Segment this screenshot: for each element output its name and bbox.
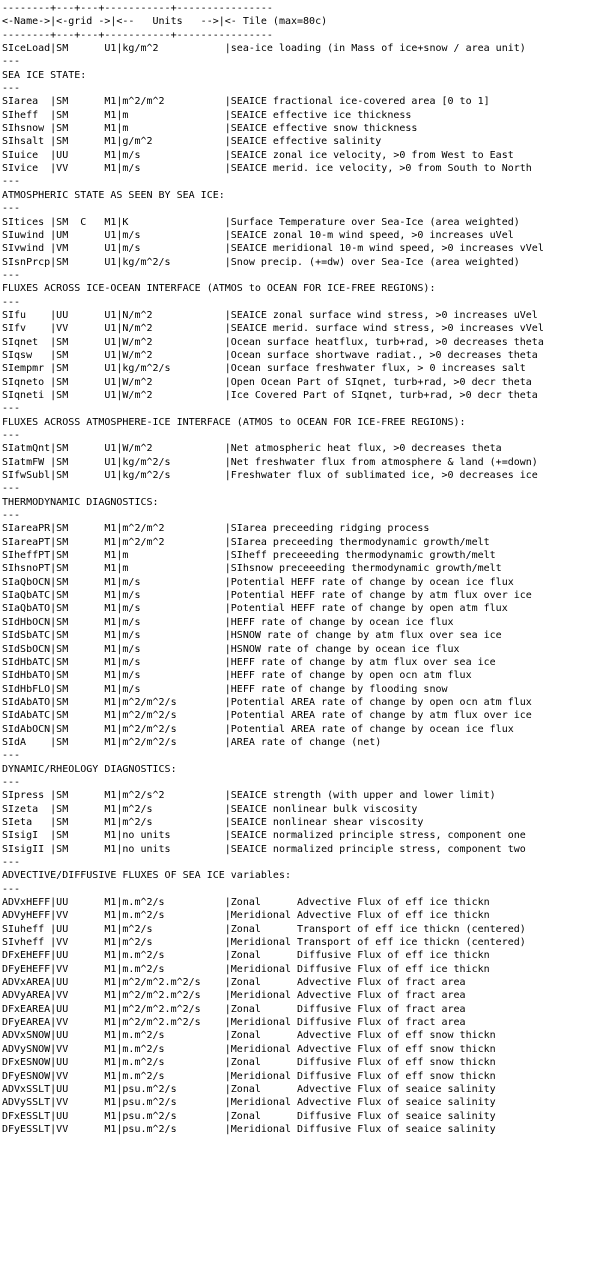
listing-line: SIempmr |SM U1|kg/m^2/s |Ocean surface freshwater flux, > 0 increases salt <box>2 363 526 375</box>
listing-line: DYNAMIC/RHEOLOGY DIAGNOSTICS: <box>2 763 177 775</box>
listing-line: DFyESSLT|VV M1|psu.m^2/s |Meridional Diffusive Flux of seaice salinity <box>2 1123 496 1135</box>
listing-line: SIdSbOCN|SM M1|m/s |HSNOW rate of change by ocean ice flux <box>2 643 460 655</box>
listing-line: --- <box>2 750 21 762</box>
listing-line: SIdHbATO|SM M1|m/s |HEFF rate of change by open ocn atm flux <box>2 670 472 682</box>
listing-line: ADVxSNOW|UU M1|m.m^2/s |Zonal Advective Flux of eff snow thickn <box>2 1030 496 1042</box>
listing-line: SIsigII |SM M1|no units |SEAICE normalized principle stress, component two <box>2 843 526 855</box>
listing-line: --- <box>2 510 21 522</box>
listing-line: ATMOSPHERIC STATE AS SEEN BY SEA ICE: <box>2 189 225 201</box>
listing-line: ADVxAREA|UU M1|m^2/m^2.m^2/s |Zonal Advective Flux of fract area <box>2 977 466 989</box>
listing-line: SIaQbOCN|SM M1|m/s |Potential HEFF rate of change by ocean ice flux <box>2 576 514 588</box>
listing-line: SIdAbATC|SM M1|m^2/m^2/s |Potential AREA rate of change by atm flux over ice <box>2 710 532 722</box>
listing-line: --- <box>2 203 21 215</box>
listing-line: SIaQbATO|SM M1|m/s |Potential HEFF rate of change by open atm flux <box>2 603 508 615</box>
listing-line: ADVxSSLT|UU M1|psu.m^2/s |Zonal Advective Flux of seaice salinity <box>2 1083 496 1095</box>
listing-line: SIdHbATC|SM M1|m/s |HEFF rate of change by atm flux over sea ice <box>2 656 496 668</box>
listing-line: DFxESSLT|UU M1|psu.m^2/s |Zonal Diffusive Flux of seaice salinity <box>2 1110 496 1122</box>
listing-line: DFyEHEFF|VV M1|m.m^2/s |Meridional Diffusive Flux of eff ice thickn <box>2 963 490 975</box>
listing-line: --------+---+---+-----------+---------------- <box>2 29 273 41</box>
listing-line: FLUXES ACROSS ATMOSPHERE-ICE INTERFACE (ATMOS to OCEAN FOR ICE-FREE REGIONS): <box>2 416 466 428</box>
listing-line: SIvheff |VV M1|m^2/s |Meridional Transport of eff ice thickn (centered) <box>2 937 526 949</box>
listing-line: SIheffPT|SM M1|m |SIheff preceeeding thermodynamic growth/melt <box>2 550 496 562</box>
listing-line: ADVySSLT|VV M1|psu.m^2/s |Meridional Advective Flux of seaice salinity <box>2 1097 496 1109</box>
listing-line: --- <box>2 176 21 188</box>
listing-line: --------+---+---+-----------+---------------- <box>2 3 273 14</box>
listing-line: --- <box>2 857 21 868</box>
listing-line: SIarea |SM M1|m^2/m^2 |SEAICE fractional ice-covered area [0 to 1] <box>2 96 490 108</box>
listing-line: SIfu |UU U1|N/m^2 |SEAICE zonal surface wind stress, >0 increases uVel <box>2 309 538 321</box>
listing-line: ADVySNOW|VV M1|m.m^2/s |Meridional Advective Flux of eff snow thickn <box>2 1043 496 1055</box>
listing-line: ADVxHEFF|UU M1|m.m^2/s |Zonal Advective Flux of eff ice thickn <box>2 897 490 909</box>
listing-line: SIvice |VV M1|m/s |SEAICE merid. ice velocity, >0 from South to North <box>2 163 532 175</box>
listing-line: SIpress |SM M1|m^2/s^2 |SEAICE strength (with upper and lower limit) <box>2 790 496 802</box>
listing-line: DFyEAREA|VV M1|m^2/m^2.m^2/s |Meridional Diffusive Flux of fract area <box>2 1017 466 1029</box>
listing-line: SIzeta |SM M1|m^2/s |SEAICE nonlinear bulk viscosity <box>2 803 418 815</box>
listing-line: SIuice |UU M1|m/s |SEAICE zonal ice velocity, >0 from West to East <box>2 149 514 161</box>
listing-line: SIsigI |SM M1|no units |SEAICE normalized principle stress, component one <box>2 830 526 842</box>
listing-line: SIfwSubl|SM U1|kg/m^2/s |Freshwater flux of sublimated ice, >0 decreases ice <box>2 470 538 482</box>
listing-line: ADVyHEFF|VV M1|m.m^2/s |Meridional Advective Flux of eff ice thickn <box>2 910 490 922</box>
listing-line: SIhsalt |SM M1|g/m^2 |SEAICE effective salinity <box>2 136 382 148</box>
listing-line: SIareaPR|SM M1|m^2/m^2 |SIarea preceeding ridging process <box>2 523 430 535</box>
listing-line: DFxEAREA|UU M1|m^2/m^2.m^2/s |Zonal Diffusive Flux of fract area <box>2 1003 466 1015</box>
listing-line: ADVECTIVE/DIFFUSIVE FLUXES OF SEA ICE variables: <box>2 870 291 882</box>
listing-line: SIdHbOCN|SM M1|m/s |HEFF rate of change by ocean ice flux <box>2 616 454 628</box>
listing-line: --- <box>2 776 21 788</box>
listing-line: SIdHbFLO|SM M1|m/s |HEFF rate of change by flooding snow <box>2 683 448 695</box>
listing-line: SIdSbATC|SM M1|m/s |HSNOW rate of change by atm flux over sea ice <box>2 630 502 642</box>
listing-line: SIheff |SM M1|m |SEAICE effective ice thickness <box>2 109 412 121</box>
listing-line: SIqnet |SM U1|W/m^2 |Ocean surface heatflux, turb+rad, >0 decreases theta <box>2 336 544 348</box>
listing-line: SIqneti |SM U1|W/m^2 |Ice Covered Part of SIqnet, turb+rad, >0 decr theta <box>2 389 538 401</box>
listing-line: SItices |SM C M1|K |Surface Temperature over Sea-Ice (area weighted) <box>2 216 520 228</box>
listing-line: SIhsnoPT|SM M1|m |SIhsnow preceeeding thermodynamic growth/melt <box>2 563 502 575</box>
listing-line: DFxESNOW|UU M1|m.m^2/s |Zonal Diffusive Flux of eff snow thickn <box>2 1057 496 1069</box>
listing-line: SIhsnow |SM M1|m |SEAICE effective snow thickness <box>2 123 418 135</box>
listing-line: <-Name->|<-grid ->|<-- Units -->|<- Tile (max=80c) <box>2 16 328 28</box>
listing-line: SIvwind |VM U1|m/s |SEAICE meridional 10-m wind speed, >0 increases vVel <box>2 243 544 255</box>
listing-line: SIfv |VV U1|N/m^2 |SEAICE merid. surface wind stress, >0 increases vVel <box>2 323 544 335</box>
listing-line: SIdA |SM M1|m^2/m^2/s |AREA rate of change (net) <box>2 736 382 748</box>
listing-line: SIatmQnt|SM U1|W/m^2 |Net atmospheric heat flux, >0 decreases theta <box>2 443 502 455</box>
listing-line: SIdAbATO|SM M1|m^2/m^2/s |Potential AREA rate of change by open ocn atm flux <box>2 696 532 708</box>
listing-line: SIceLoad|SM U1|kg/m^2 |sea-ice loading (in Mass of ice+snow / area unit) <box>2 43 526 55</box>
listing-line: SIareaPT|SM M1|m^2/m^2 |SIarea preceeding thermodynamic growth/melt <box>2 536 490 548</box>
listing-line: --- <box>2 269 21 281</box>
listing-line: SIsnPrcp|SM U1|kg/m^2/s |Snow precip. (+=dw) over Sea-Ice (area weighted) <box>2 256 520 268</box>
listing-line: SIatmFW |SM U1|kg/m^2/s |Net freshwater flux from atmosphere & land (+=down) <box>2 456 538 468</box>
listing-line: FLUXES ACROSS ICE-OCEAN INTERFACE (ATMOS to OCEAN FOR ICE-FREE REGIONS): <box>2 283 436 295</box>
listing-line: --- <box>2 883 21 895</box>
listing-line: SIdAbOCN|SM M1|m^2/m^2/s |Potential AREA rate of change by ocean ice flux <box>2 723 514 735</box>
listing-line: SEA ICE STATE: <box>2 69 87 81</box>
listing-line: --- <box>2 430 21 441</box>
listing-line: SIqsw |SM U1|W/m^2 |Ocean surface shortwave radiat., >0 decreases theta <box>2 349 538 361</box>
listing-line: SIuwind |UM U1|m/s |SEAICE zonal 10-m wind speed, >0 increases uVel <box>2 229 514 241</box>
listing-line: --- <box>2 483 21 495</box>
listing-line: DFyESNOW|VV M1|m.m^2/s |Meridional Diffusive Flux of eff snow thickn <box>2 1070 496 1082</box>
listing-line: SIeta |SM M1|m^2/s |SEAICE nonlinear shear viscosity <box>2 816 424 828</box>
listing-line: --- <box>2 83 21 95</box>
listing-line: --- <box>2 403 21 415</box>
listing-line: THERMODYNAMIC DIAGNOSTICS: <box>2 496 159 508</box>
listing-line: SIuheff |UU M1|m^2/s |Zonal Transport of eff ice thickn (centered) <box>2 923 526 935</box>
listing-line: ADVyAREA|VV M1|m^2/m^2.m^2/s |Meridional Advective Flux of fract area <box>2 990 466 1002</box>
listing-line: --- <box>2 296 21 308</box>
listing-line: --- <box>2 56 21 68</box>
listing-line: DFxEHEFF|UU M1|m.m^2/s |Zonal Diffusive Flux of eff ice thickn <box>2 950 490 962</box>
listing-line: SIqneto |SM U1|W/m^2 |Open Ocean Part of SIqnet, turb+rad, >0 decr theta <box>2 376 532 388</box>
listing-line: SIaQbATC|SM M1|m/s |Potential HEFF rate of change by atm flux over ice <box>2 590 532 602</box>
